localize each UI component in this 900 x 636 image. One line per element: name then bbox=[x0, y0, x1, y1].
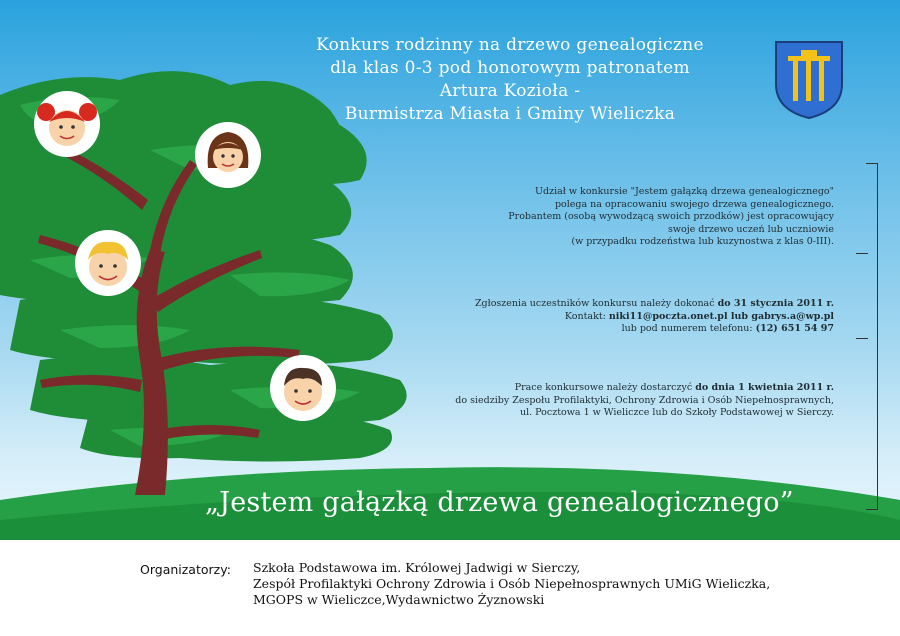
info-line: Udział w konkursie "Jestem gałązką drzewa genealogicznego" bbox=[535, 186, 834, 197]
bracket-tick bbox=[856, 338, 868, 339]
title-line: Burmistrza Miasta i Gminy Wieliczka bbox=[344, 104, 676, 124]
organizer-line: Zespół Profilaktyki Ochrony Zdrowia i Osób Niepełnosprawnych UMiG Wieliczka, bbox=[253, 576, 771, 591]
info-line: (w przypadku rodzeństwa lub kuzynostwa z klas 0-III). bbox=[571, 236, 834, 247]
info-text: Kontakt: bbox=[564, 310, 609, 322]
info-text: Zgłoszenia uczestników konkursu należy dokonać bbox=[474, 298, 718, 309]
info-bracket bbox=[866, 163, 878, 510]
info-line bbox=[475, 298, 834, 311]
submission-info bbox=[455, 382, 834, 420]
info-text: Prace konkursowe należy dostarczyć bbox=[514, 382, 696, 393]
contest-slogan: „Jestem gałązką drzewa genealogicznego” bbox=[205, 487, 794, 518]
title-line: dla klas 0-3 pod honorowym patronatem bbox=[330, 58, 690, 78]
coat-of-arms-icon bbox=[774, 40, 844, 120]
bracket-tick bbox=[856, 253, 868, 254]
info-line: do siedziby Zespołu Profilaktyki, Ochrony Zdrowia i Osób Niepełnosprawnych, bbox=[455, 394, 834, 406]
girl-face-icon bbox=[34, 91, 100, 157]
registration-info bbox=[475, 298, 834, 336]
submission-deadline: do dnia 1 kwietnia 2011 r. bbox=[695, 382, 834, 393]
info-line bbox=[475, 311, 834, 324]
man-face-icon bbox=[270, 355, 336, 421]
title-line: Artura Kozioła - bbox=[439, 81, 581, 101]
deadline-text: do 31 stycznia 2011 r. bbox=[717, 298, 834, 309]
info-line bbox=[455, 382, 834, 395]
participation-info bbox=[508, 186, 834, 249]
info-line: Probantem (osobą wywodzącą swoich przodków) jest opracowujący bbox=[508, 211, 834, 222]
info-line: polega na opracowaniu swojego drzewa genealogicznego. bbox=[554, 198, 834, 210]
contact-phone: (12) 651 54 97 bbox=[755, 323, 834, 334]
woman-face-icon bbox=[195, 122, 261, 188]
title-line: Konkurs rodzinny na drzewo genealogiczne bbox=[316, 35, 704, 55]
contact-emails[interactable]: niki11@poczta.onet.pl lub gabrys.a@wp.pl bbox=[608, 310, 834, 322]
organizer-line: Szkoła Podstawowa im. Królowej Jadwigi w Sierczy, bbox=[253, 560, 581, 575]
organizers-label: Organizatorzy: bbox=[140, 562, 231, 577]
info-line: swoje drzewo uczeń lub uczniowie bbox=[667, 223, 834, 235]
info-line: ul. Pocztowa 1 w Wieliczce lub do Szkoły Podstawowej w Sierczy. bbox=[519, 407, 834, 418]
contest-title bbox=[270, 34, 750, 126]
info-line bbox=[475, 323, 834, 336]
boy-face-icon bbox=[75, 230, 141, 296]
organizers-list bbox=[253, 560, 770, 608]
info-text: lub pod numerem telefonu: bbox=[621, 323, 756, 334]
organizer-line: MGOPS w Wieliczce,Wydawnictwo Żyznowski bbox=[253, 592, 545, 607]
